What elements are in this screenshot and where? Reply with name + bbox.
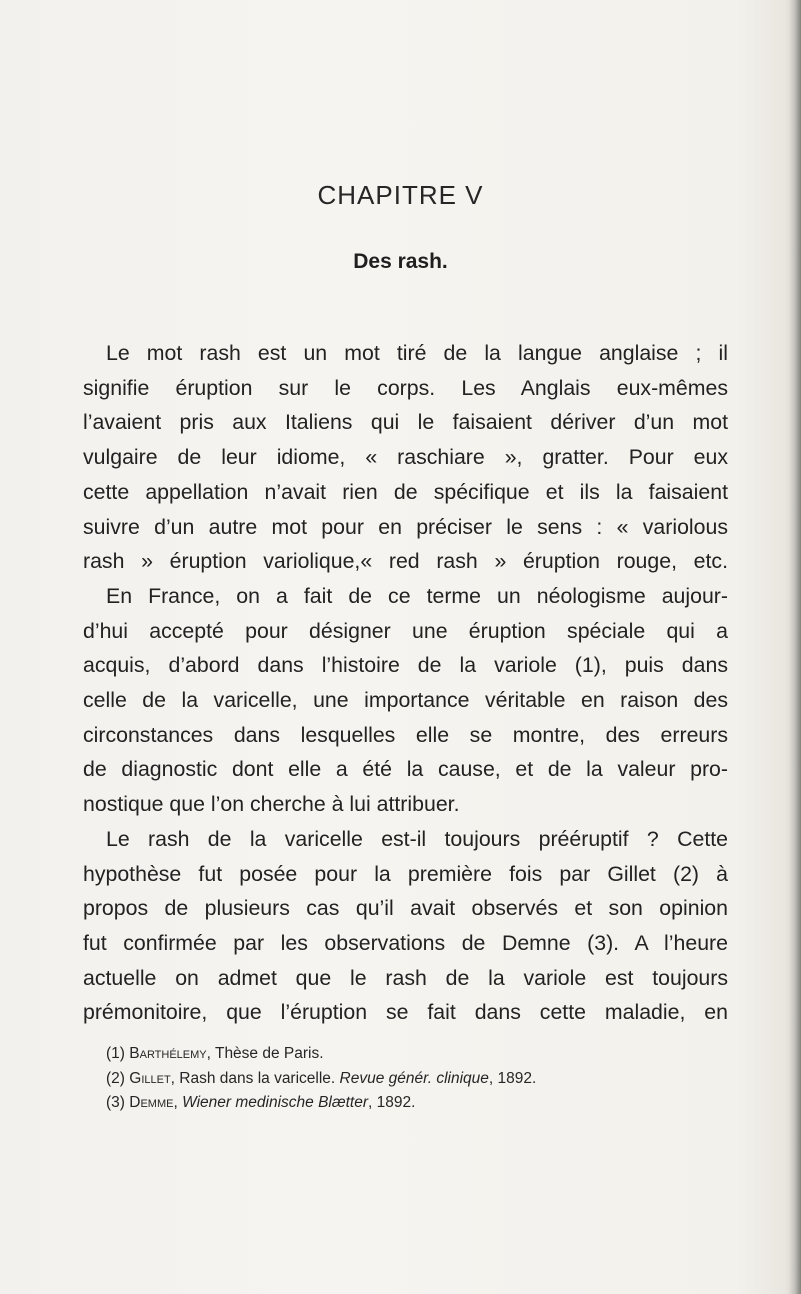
text-line: de diagnostic dont elle a été la cause, et de la valeur pro-: [83, 757, 728, 782]
text-line: celle de la varicelle, une importance véritable en raison des: [83, 688, 728, 713]
footnote-text: , Thèse de Paris.: [206, 1045, 324, 1062]
text-line: actuelle on admet que le rash de la variole est toujours: [83, 965, 728, 990]
text-line: Le mot rash est un mot tiré de la langue anglaise ; il: [106, 341, 728, 365]
text-line: circonstances dans lesquelles elle se montre, des erreurs: [83, 722, 728, 747]
footnote-tail: , 1892.: [368, 1094, 416, 1111]
text-line: En France, on a fait de ce terme un néologisme aujour-: [106, 583, 728, 608]
footnote-author: Gillet: [129, 1069, 171, 1087]
footnote-number: (3): [106, 1094, 125, 1111]
text-line: fut confirmée par les observations de Demne (3). A l’heure: [83, 930, 728, 955]
footnote-title: Revue génér. clinique: [339, 1069, 489, 1087]
text-line: hypothèse fut posée pour la première fois par Gillet (2) à: [83, 861, 728, 886]
text-line: acquis, d’abord dans l’histoire de la variole (1), puis dans: [83, 653, 728, 678]
text-line: suivre d’un autre mot pour en préciser le sens : « variolous: [83, 514, 728, 539]
text-line: vulgaire de leur idiome, « raschiare », gratter. Pour eux: [83, 445, 728, 470]
footnote-title: Wiener medinische Blætter: [182, 1094, 369, 1111]
text-line: prémonitoire, que l’éruption se fait dans cette maladie, en: [83, 1000, 728, 1025]
chapter-title: CHAPITRE V: [317, 180, 484, 210]
text-line: propos de plusieurs cas qu’il avait observés et son opinion: [83, 896, 728, 921]
footnote-text: , Rash dans la varicelle.: [170, 1069, 340, 1087]
footnote: [106, 1042, 726, 1067]
footnotes: [106, 1042, 726, 1116]
text-line: d’hui accepté pour désigner une éruption spéciale qui a: [83, 618, 728, 643]
footnote-author: Barthélemy: [129, 1045, 207, 1062]
text-line: nostique que l’on cherche à lui attribuer.: [83, 792, 460, 817]
footnote: [106, 1091, 726, 1116]
footnote-author: Demme: [129, 1094, 174, 1111]
footnote-tail: , 1892.: [488, 1069, 537, 1087]
text-line: l’avaient pris aux Italiens qui le faisaient dériver d’un mot: [83, 410, 728, 435]
text-line: signifie éruption sur le corps. Les Anglais eux-mêmes: [83, 375, 728, 400]
footnote-number: (2): [106, 1069, 125, 1087]
footnote-number: (1): [106, 1045, 125, 1062]
body-paragraphs: [83, 336, 728, 1030]
text-line: Le rash de la varicelle est-il toujours prééruptif ? Cette: [106, 826, 728, 851]
footnote: [106, 1067, 726, 1092]
text-line: cette appellation n’avait rien de spécifique et ils la faisaient: [83, 479, 728, 504]
footnote-text: ,: [173, 1094, 183, 1111]
text-line: rash » éruption variolique,« red rash » éruption rouge, etc.: [83, 549, 728, 574]
section-title: Des rash.: [353, 250, 448, 273]
